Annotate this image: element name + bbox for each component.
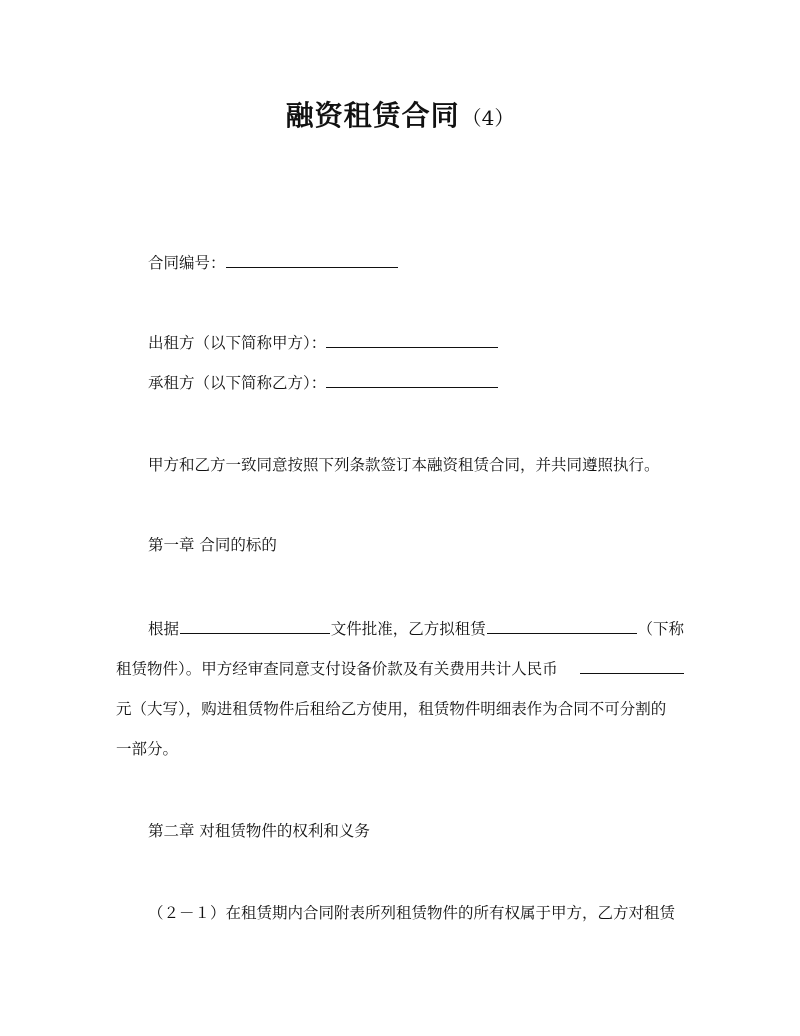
amount-blank xyxy=(580,658,684,674)
leased-item-blank xyxy=(487,618,637,634)
document-title xyxy=(0,94,800,134)
chapter1-heading: 第一章 合同的标的 xyxy=(148,536,277,554)
contract-number-line xyxy=(148,252,684,274)
approval-document-blank xyxy=(180,618,330,634)
chapter2-line-1: （２－１）在租赁期内合同附表所列租赁物件的所有权属于甲方，乙方对租赁 xyxy=(148,904,676,922)
chapter1-text-price: 租赁物件）。甲方经审查同意支付设备价款及有关费用共计人民币 xyxy=(116,660,558,678)
chapter1-text-hereinafter: （下称 xyxy=(637,620,684,638)
chapter1-line-3: 元（大写），购进租赁物件后租给乙方使用，租赁物件明细表作为合同不可分割的 xyxy=(116,700,667,718)
lessee-line xyxy=(148,372,684,394)
chapter1-line-2 xyxy=(116,658,684,680)
preamble-paragraph: 甲方和乙方一致同意按照下列条款签订本融资租赁合同，并共同遵照执行。 xyxy=(148,456,660,474)
lessor-label: 出租方（以下简称甲方）： xyxy=(148,334,327,352)
lessor-blank xyxy=(326,332,498,348)
chapter1-text-basis: 根据 xyxy=(148,620,180,638)
lessee-blank xyxy=(326,372,498,388)
chapter2-heading: 第二章 对租赁物件的权利和义务 xyxy=(148,822,370,840)
chapter1-line-1 xyxy=(148,618,684,640)
lessor-line xyxy=(148,332,684,354)
contract-number-blank xyxy=(226,252,398,268)
chapter1-line-4: 一部分。 xyxy=(116,740,179,758)
lessee-label: 承租方（以下简称乙方）： xyxy=(148,374,327,392)
chapter1-text-approval: 文件批准，乙方拟租赁 xyxy=(330,620,486,638)
title-main: 融资租赁合同 xyxy=(285,99,460,132)
contract-number-label: 合同编号： xyxy=(148,254,226,272)
title-suffix: （4） xyxy=(461,106,515,130)
